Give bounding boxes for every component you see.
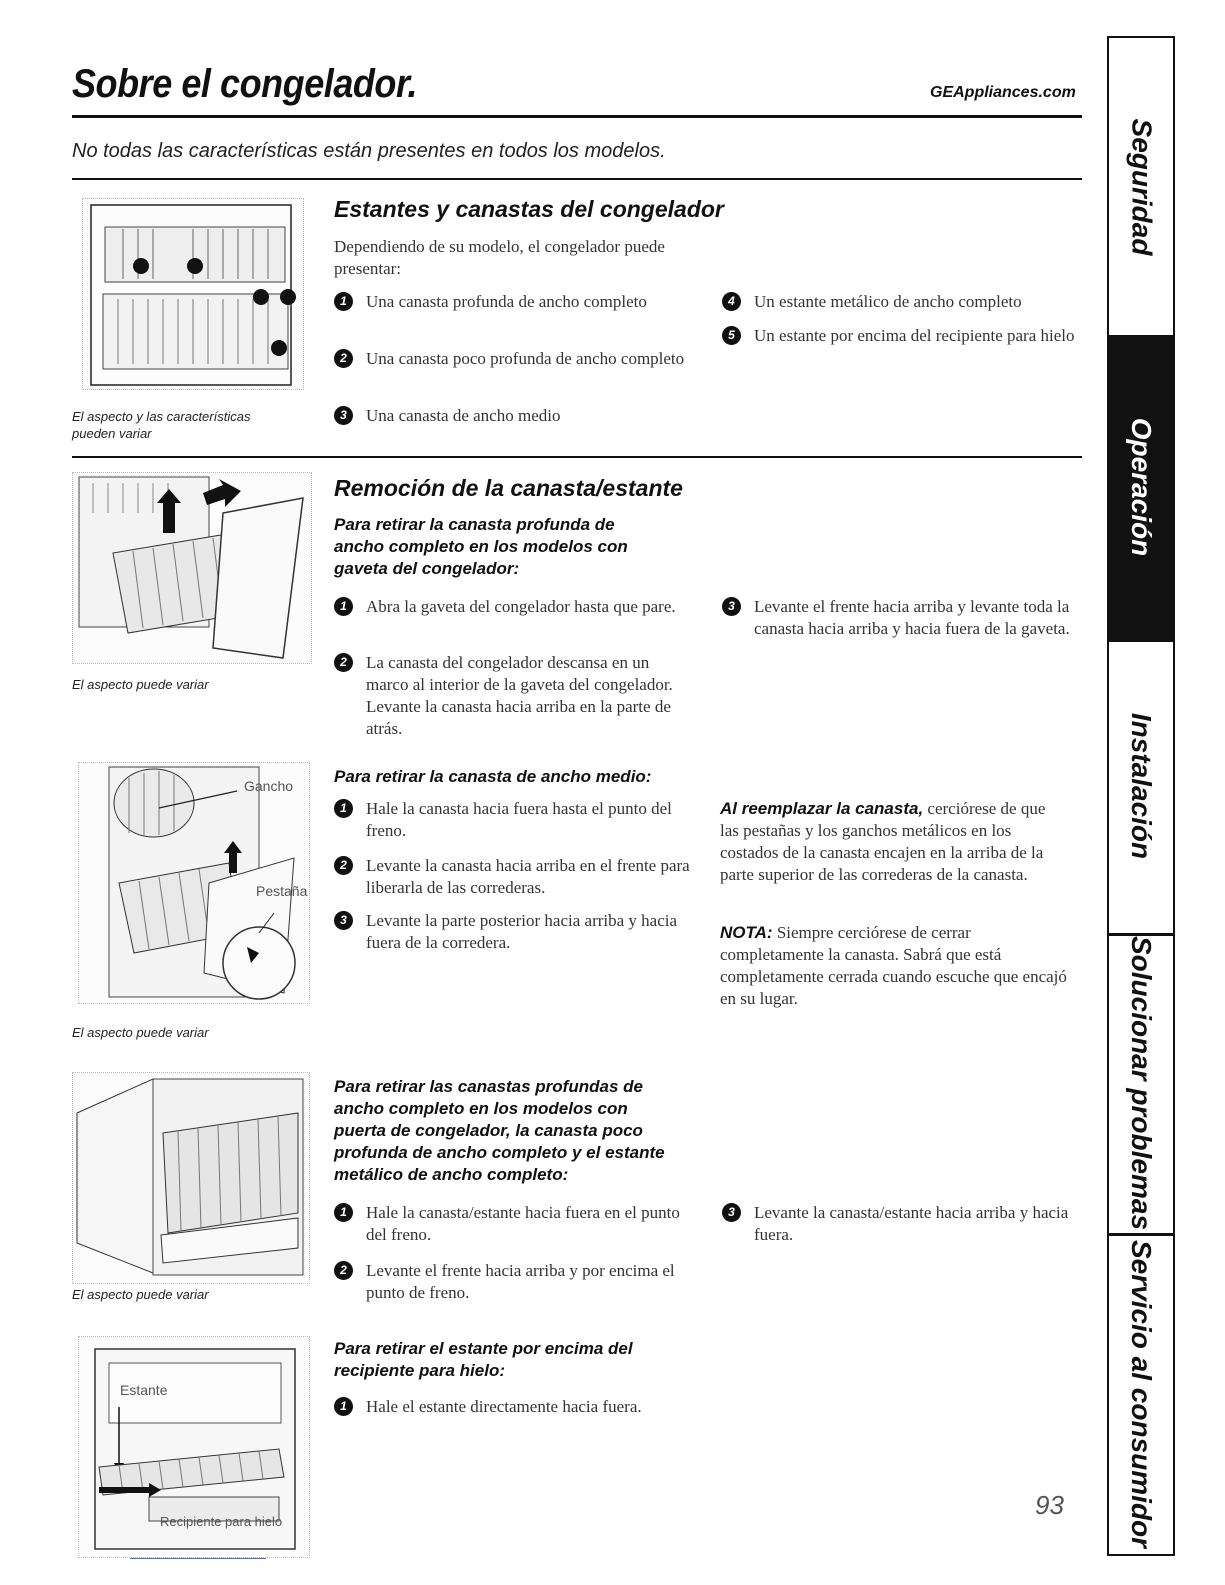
list-item bbox=[722, 325, 1082, 347]
list-item bbox=[334, 405, 694, 427]
tab-instalacion[interactable] bbox=[1109, 639, 1173, 936]
step-number-badge: 5 bbox=[722, 326, 741, 345]
list-item-text: Levante la parte posterior hacia arriba y hacia fuera de la corredera. bbox=[366, 911, 678, 952]
list-item bbox=[334, 1260, 694, 1304]
list-item bbox=[334, 798, 694, 842]
list-item bbox=[334, 348, 694, 370]
list-item-text: Levante la canasta hacia arriba en el frente para liberarla de las correderas. bbox=[366, 856, 690, 897]
door-basket-illustration bbox=[72, 1072, 310, 1284]
drawer-basket-illustration bbox=[72, 472, 312, 664]
step-number-badge: 2 bbox=[334, 856, 353, 875]
list-item bbox=[334, 1202, 694, 1246]
subsection-heading: Para retirar el estante por encima del recipiente para hielo: bbox=[334, 1339, 633, 1380]
list-item-text: La canasta del congelador descansa en un marco al interior de la gaveta del congelador. Levante la canasta hacia arriba en la parte de atrás. bbox=[366, 653, 673, 738]
step-number-badge: 3 bbox=[334, 406, 353, 425]
hook-label: Gancho bbox=[244, 778, 294, 794]
step-number-badge: 3 bbox=[334, 911, 353, 930]
link-underline bbox=[130, 1558, 266, 1559]
tab-label: Solucionar problemas bbox=[1126, 935, 1158, 1231]
section-divider bbox=[72, 456, 1082, 458]
shelf-label: Estante bbox=[120, 1382, 168, 1398]
tab-label: Instalación bbox=[1126, 712, 1158, 860]
tab-servicio-al-consumidor[interactable] bbox=[1109, 1233, 1173, 1554]
tab-solucionar-problemas[interactable] bbox=[1109, 933, 1173, 1236]
list-item bbox=[334, 855, 694, 899]
section-divider bbox=[72, 178, 1082, 180]
step-number-badge: 1 bbox=[334, 292, 353, 311]
step-number-badge: 2 bbox=[334, 349, 353, 368]
step-number-badge: 1 bbox=[334, 597, 353, 616]
page-title: Sobre el congelador. bbox=[72, 62, 418, 106]
replace-instructions bbox=[720, 798, 1068, 886]
list-item-text: Levante el frente hacia arriba y por encima el punto de freno. bbox=[366, 1261, 675, 1302]
step-number-badge: 3 bbox=[722, 1203, 741, 1222]
list-item bbox=[334, 910, 694, 954]
list-item-text: Una canasta profunda de ancho completo bbox=[366, 292, 647, 311]
list-item-text: Levante el frente hacia arriba y levante toda la canasta hacia arriba y hacia fuera de la gaveta. bbox=[754, 597, 1070, 638]
note-text: Siempre cerciórese de cerrar completamente la canasta. Sabrá que está completamente cerrada cuando escuche que encajó en su lugar. bbox=[720, 923, 1067, 1008]
header-rule bbox=[72, 115, 1082, 118]
site-url: GEAppliances.com bbox=[930, 84, 1076, 101]
list-item-text: Una canasta de ancho medio bbox=[366, 406, 561, 425]
page-number: 93 bbox=[1035, 1490, 1064, 1520]
list-item-text: Levante la canasta/estante hacia arriba y hacia fuera. bbox=[754, 1203, 1069, 1244]
illustration-caption: El aspecto puede variar bbox=[72, 677, 209, 692]
list-item-text: Hale el estante directamente hacia fuera. bbox=[366, 1397, 642, 1416]
illustration-caption: El aspecto puede variar bbox=[72, 1287, 209, 1302]
list-item-text: Una canasta poco profunda de ancho completo bbox=[366, 349, 685, 368]
illustration-caption: El aspecto y las características pueden variar bbox=[72, 409, 251, 441]
list-item-text: Un estante por encima del recipiente para hielo bbox=[754, 326, 1075, 345]
page-subtitle: No todas las características están presentes en todos los modelos. bbox=[72, 140, 666, 162]
section-intro: Dependiendo de su modelo, el congelador puede presentar: bbox=[334, 237, 665, 278]
step-number-badge: 4 bbox=[722, 292, 741, 311]
tab-label: Operación bbox=[1126, 417, 1158, 557]
list-item-text: Abra la gaveta del congelador hasta que pare. bbox=[366, 597, 676, 616]
step-number-badge: 2 bbox=[334, 1261, 353, 1280]
list-item bbox=[334, 1396, 754, 1418]
subsection-heading: Para retirar la canasta profunda de ancho completo en los modelos con gaveta del congelador: bbox=[334, 515, 628, 578]
note-lead: NOTA: bbox=[720, 923, 773, 942]
tab-label: Servicio al consumidor bbox=[1126, 1239, 1158, 1548]
step-number-badge: 1 bbox=[334, 799, 353, 818]
step-number-badge: 2 bbox=[334, 653, 353, 672]
list-item bbox=[334, 652, 694, 740]
step-number-badge: 1 bbox=[334, 1203, 353, 1222]
list-item-text: Hale la canasta hacia fuera hasta el punto del freno. bbox=[366, 799, 672, 840]
step-number-badge: 1 bbox=[334, 1397, 353, 1416]
note-paragraph bbox=[720, 922, 1068, 1010]
subsection-heading: Para retirar la canasta de ancho medio: bbox=[334, 767, 652, 786]
section-heading: Remoción de la canasta/estante bbox=[334, 475, 683, 501]
ice-bin-label: Recipiente para hielo bbox=[160, 1514, 283, 1529]
step-number-badge: 3 bbox=[722, 597, 741, 616]
tab-seguridad[interactable] bbox=[1109, 38, 1173, 338]
list-item bbox=[334, 291, 694, 313]
list-item bbox=[722, 1202, 1082, 1246]
list-item bbox=[722, 596, 1082, 640]
subsection-heading: Para retirar las canastas profundas de ancho completo en los modelos con puerta de congelador, la canasta poco profunda de ancho completo y el estante metálico de ancho completo: bbox=[334, 1077, 665, 1184]
list-item-text: Hale la canasta/estante hacia fuera en el punto del freno. bbox=[366, 1203, 680, 1244]
tab-operacion[interactable] bbox=[1109, 335, 1173, 642]
replace-lead: Al reemplazar la canasta, bbox=[720, 799, 924, 818]
section-tabs bbox=[1107, 36, 1175, 1556]
list-item-text: Un estante metálico de ancho completo bbox=[754, 292, 1022, 311]
freezer-overview-illustration bbox=[82, 198, 304, 390]
tab-label: Seguridad bbox=[1126, 118, 1158, 255]
section-heading: Estantes y canastas del congelador bbox=[334, 196, 724, 222]
list-item bbox=[334, 596, 694, 618]
replace-text: cerciórese de que las pestañas y los ganchos metálicos en los costados de la canasta encajen en la arriba de la parte superior de las correderas de la canasta. bbox=[720, 799, 1046, 884]
list-item bbox=[722, 291, 1082, 313]
tab-label: Pestaña bbox=[256, 883, 308, 899]
illustration-caption: El aspecto puede variar bbox=[72, 1025, 209, 1040]
